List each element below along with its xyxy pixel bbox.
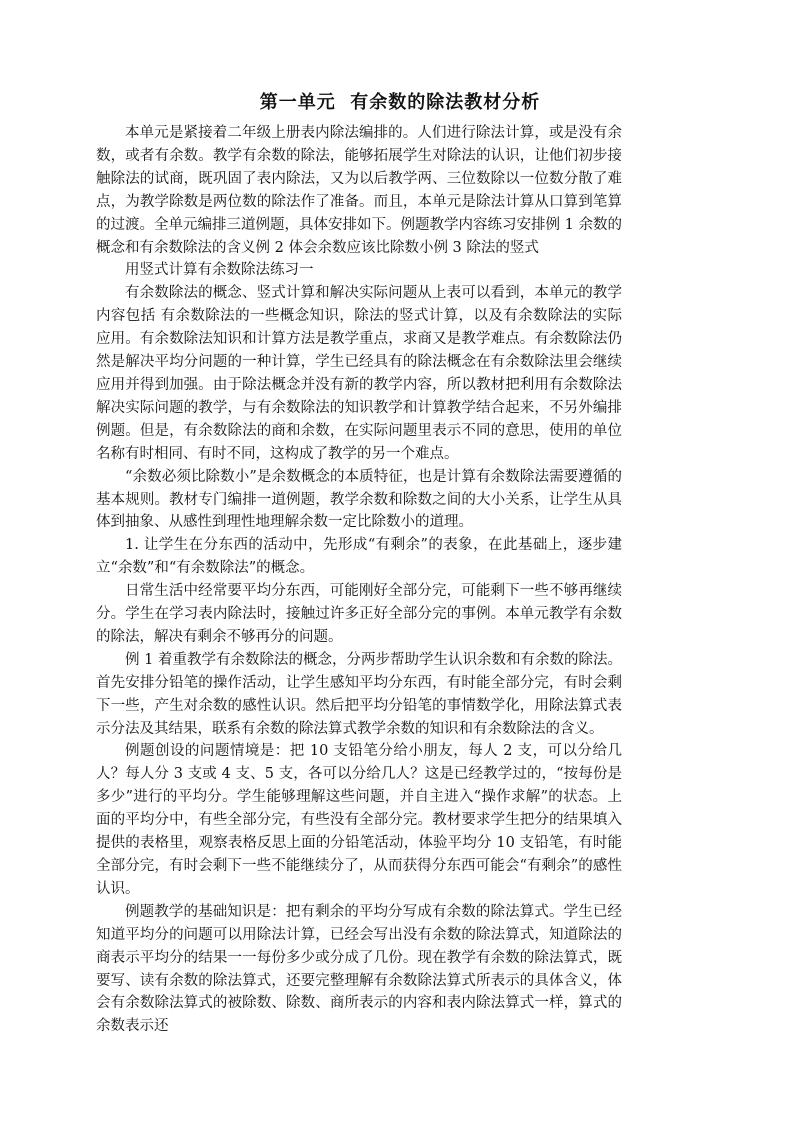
paragraph: 例题教学的基础知识是：把有剩余的平均分写成有余数的除法算式。学生已经知道平均分的问题可以用除法计算，已经会写出没有余数的除法算式，知道除法的商表示平均分的结果一一每份多少或分成了几份。现在教学有余数的除法算式，既要写、读有余数的除法算式，还要完整理解有余数除法算式所表示的具体含义，体会有余数除法算式的被除数、除数、商所表示的内容和表内除法算式一样，算式的余数表示还 [96,903,622,1035]
paragraph: 1. 让学生在分东西的活动中，先形成“有剩余”的表象，在此基础上，逐步建立“余数”和“有余数除法”的概念。 [96,537,622,577]
paragraph: 有余数除法的概念、竖式计算和解决实际问题从上表可以看到，本单元的教学内容包括 有余数除法的一些概念知识，除法的竖式计算，以及有余数除法的实际应用。有余数除法知识和计算方法是教学重点，求商又是教学难点。有余数除法仍然是解决平均分问题的一种计算，学生已经具有的除法概念在有余数除法里会继续应用并得到加强。由于除法概念并没有新的教学内容，所以教材把利用有余数除法解决实际问题的教学，与有余数除法的知识教学和计算教学结合起来，不另外编排例题。但是，有余数除法的商和余数，在实际问题里表示不同的意思，使用的单位名称有时相同、有时不同，这构成了教学的另一个难点。 [96,285,622,462]
paragraph: 例题创设的问题情境是：把 10 支铅笔分给小朋友，每人 2 支，可以分给几人？每人分 3 支或 4 支、5 支，各可以分给几人？这是已经教学过的，“按每份是多少”进行的平均分。学生能够理解这些问题，并自主进入“操作求解”的状态。上面的平均分中，有些全部分完，有些没有全部分完。教材要求学生把分的结果填入提供的表格里，观察表格反思上面的分铅笔活动，体验平均分 10 支铅笔，有时能全部分完，有时会剩下一些不能继续分了，从而获得分东西可能会“有剩余”的感性认识。 [96,743,622,897]
paragraph: 日常生活中经常要平均分东西，可能刚好全部分完，可能剩下一些不够再继续分。学生在学习表内除法时，接触过许多正好全部分完的事例。本单元教学有余数的除法，解决有剩余不够再分的问题。 [96,583,622,645]
paragraph: 本单元是紧接着二年级上册表内除法编排的。人们进行除法计算，或是没有余数，或者有余数。教学有余数的除法，能够拓展学生对除法的认识，让他们初步接触除法的试商，既巩固了表内除法，又为以后教学两、三位数除以一位数分散了难点，为教学除数是两位数的除法作了准备。而且，本单元是除法计算从口算到笔算的过渡。全单元编排三道例题，具体安排如下。例题教学内容练习安排例 1 余数的概念和有余数除法的含义例 2 体会余数应该比除数小例 3 除法的竖式 [96,125,622,256]
paragraph: 例 1 着重教学有余数除法的概念，分两步帮助学生认识余数和有余数的除法。首先安排分铅笔的操作活动，让学生感知平均分东西，有时能全部分完，有时会剩下一些，产生对余数的感性认识。然后把平均分铅笔的事情数学化，用除法算式表示分法及其结果，联系有余数的除法算式教学余数的知识和有余数除法的含义。 [96,651,622,737]
paragraph: “余数必须比除数小”是余数概念的本质特征，也是计算有余数除法需要遵循的基本规则。教材专门编排一道例题，教学余数和除数之间的大小关系，让学生从具体到抽象、从感性到理性地理解余数一定比除数小的道理。 [96,468,622,531]
document-title: 第一单元 有余数的除法教材分析 [259,92,541,113]
paragraph: 用竖式计算有余数除法练习一 [125,262,314,279]
document-body [96,122,622,1038]
